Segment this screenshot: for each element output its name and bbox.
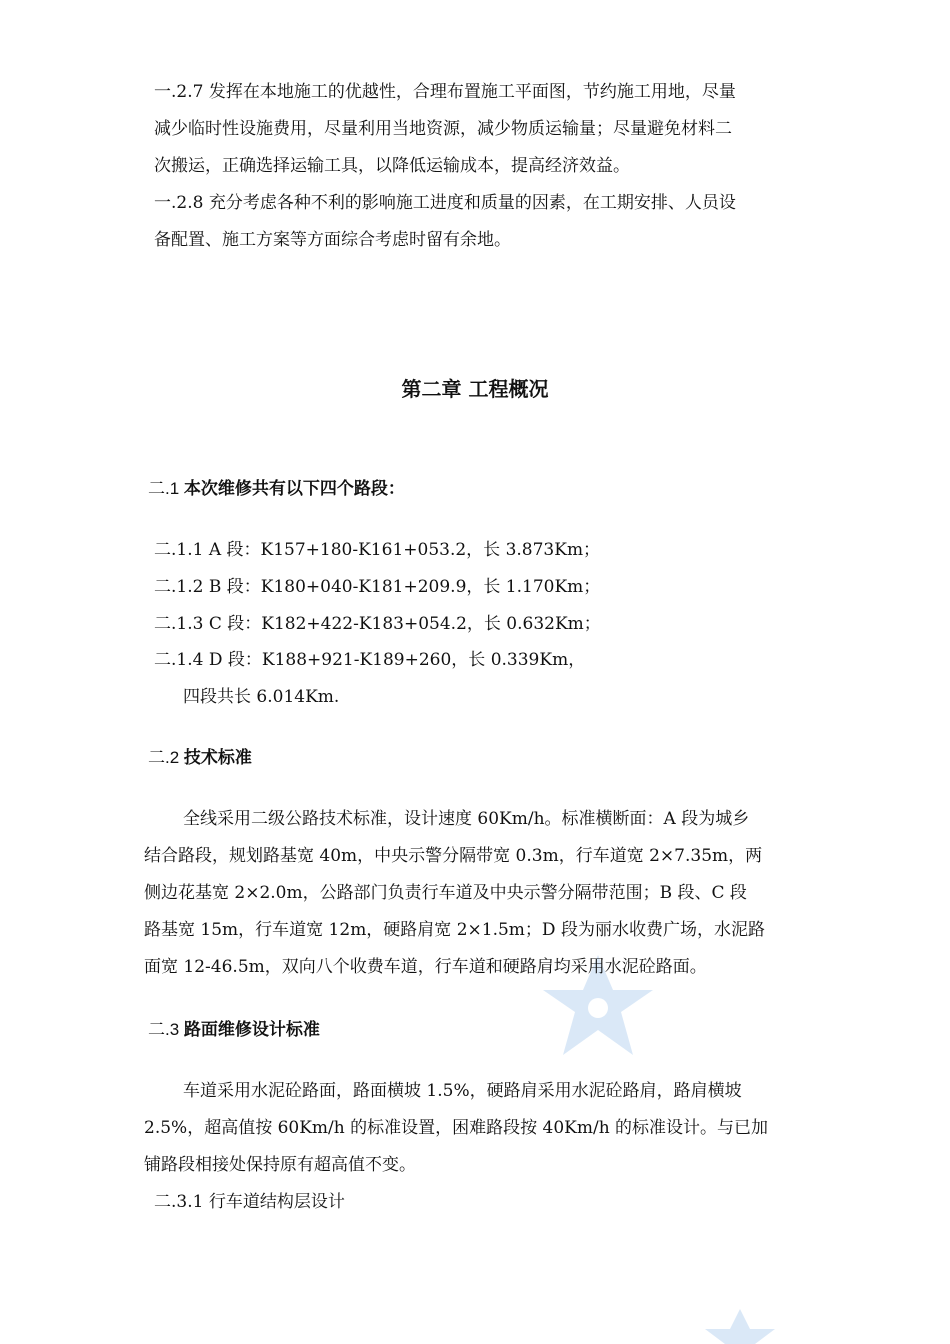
tech-standard-line-3: 侧边花基宽 2×2.0m，公路部门负责行车道及中央示警分隔带范围；B 段、C 段 (144, 883, 747, 903)
para-2-8-line-1: 一.2.8 充分考虑各种不利的影响施工进度和质量的因素，在工期安排、人员设 (154, 193, 736, 213)
section-2-2-heading (148, 746, 252, 770)
pavement-standard-line-2: 2.5%，超高值按 60Km/h 的标准设置，困难路段按 40Km/h 的标准设计。与已加 (144, 1118, 769, 1138)
segment-item-a: 二.1.1 A 段：K157+180-K161+053.2，长 3.873Km； (154, 540, 601, 560)
pavement-standard-line-1: 车道采用水泥砼路面，路面横坡 1.5%，硬路肩采用水泥砼路肩，路肩横坡 (183, 1081, 742, 1101)
segment-item-b: 二.1.2 B 段：K180+040-K181+209.9，长 1.170Km； (154, 577, 601, 597)
section-2-2-number: 二.2 (148, 748, 184, 767)
tech-standard-line-2: 结合路段，规划路基宽 40m，中央示警分隔带宽 0.3m，行车道宽 2×7.35m，两 (144, 846, 763, 866)
section-2-1-number: 二.1 (148, 479, 184, 498)
pavement-standard-line-3: 铺路段相接处保持原有超高值不变。 (144, 1155, 416, 1175)
segments-total: 四段共长 6.014Km. (183, 687, 340, 707)
section-2-2-title: 技术标准 (183, 748, 252, 768)
subsection-2-3-1: 二.3.1 行车道结构层设计 (154, 1192, 345, 1212)
para-2-7-line-3: 次搬运，正确选择运输工具，以降低运输成本，提高经济效益。 (154, 156, 630, 176)
section-2-3-title: 路面维修设计标准 (183, 1020, 320, 1040)
section-2-3-heading (148, 1018, 320, 1042)
section-2-1-heading (148, 477, 405, 501)
watermark-logo-bottom (700, 1304, 780, 1344)
para-2-8-line-2: 备配置、施工方案等方面综合考虑时留有余地。 (154, 230, 511, 250)
tech-standard-line-5: 面宽 12-46.5m，双向八个收费车道，行车道和硬路肩均采用水泥砼路面。 (144, 957, 707, 977)
section-2-1-title: 本次维修共有以下四个路段： (183, 479, 405, 499)
chapter-title: 第二章 工程概况 (401, 377, 549, 401)
segment-item-c: 二.1.3 C 段：K182+422-K183+054.2，长 0.632Km； (154, 614, 601, 634)
para-2-7-line-1: 一.2.7 发挥在本地施工的优越性，合理布置施工平面图，节约施工用地，尽量 (154, 82, 736, 102)
tech-standard-line-1: 全线采用二级公路技术标准，设计速度 60Km/h。标准横断面：A 段为城乡 (183, 809, 750, 829)
section-2-3-number: 二.3 (148, 1020, 184, 1039)
segment-item-d: 二.1.4 D 段：K188+921-K189+260，长 0.339Km， (154, 650, 586, 670)
para-2-7-line-2: 减少临时性设施费用，尽量利用当地资源，减少物质运输量；尽量避免材料二 (154, 119, 732, 139)
tech-standard-line-4: 路基宽 15m，行车道宽 12m，硬路肩宽 2×1.5m；D 段为丽水收费广场，水泥路 (144, 920, 765, 940)
